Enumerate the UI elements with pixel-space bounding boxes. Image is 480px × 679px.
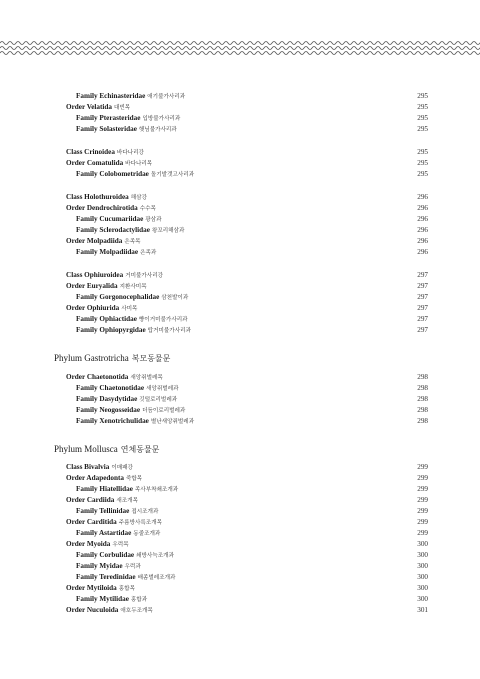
entry-page-number: 298 — [417, 384, 428, 392]
toc-entry-family — [0, 572, 480, 583]
entry-korean-name: 새앙쥐벌레목 — [130, 375, 163, 381]
entry-latin-name: Family Ophiactidae — [76, 315, 137, 323]
entry-korean-name: 별난새앙쥐벌레과 — [150, 419, 195, 425]
entry-page-number: 299 — [417, 496, 428, 504]
entry-latin-name: Family Astartidae — [76, 529, 132, 537]
toc-entry-family — [0, 550, 480, 561]
toc-entry-family — [0, 314, 480, 325]
entry-page-number: 298 — [417, 406, 428, 414]
entry-latin-name: Family Molpadiidae — [76, 248, 139, 256]
entry-latin-name: Family Neogosseidae — [76, 406, 141, 414]
toc-entry-family — [0, 247, 480, 258]
toc-entry-family — [0, 484, 480, 495]
entry-korean-name: 더듬이로리벌레과 — [142, 408, 186, 414]
entry-korean-name: 우럭목 — [112, 542, 129, 548]
entry-title — [76, 247, 156, 259]
entry-page-number: 300 — [417, 562, 428, 570]
entry-korean-name: 입방불가사리과 — [142, 116, 181, 122]
entry-page-number: 296 — [417, 248, 428, 256]
entry-latin-name: Order Dendrochirotida — [66, 204, 138, 212]
entry-latin-name: Family Echinasteridae — [76, 92, 146, 100]
entry-latin-name: Class Holothuroidea — [66, 193, 129, 201]
entry-latin-name: Order Nuculoida — [66, 606, 119, 614]
entry-latin-name: Family Sclerodactylidae — [76, 226, 150, 234]
entry-title — [66, 605, 153, 617]
entry-page-number: 300 — [417, 595, 428, 603]
toc-entry-class — [0, 462, 480, 473]
entry-page-number: 299 — [417, 485, 428, 493]
toc-entry-family — [0, 405, 480, 416]
entry-korean-name: 돌기발갯고사리과 — [150, 172, 195, 178]
entry-korean-name: 삼천발이과 — [161, 295, 189, 301]
entry-korean-name: 새앙쥐벌레과 — [146, 386, 179, 392]
entry-latin-name: Family Mytilidae — [76, 595, 129, 603]
toc-entry-family — [0, 506, 480, 517]
toc-entry-family — [0, 292, 480, 303]
phylum-korean-name: 복모동물문 — [131, 354, 171, 363]
entry-korean-name: 족사부착쇄조개과 — [134, 487, 179, 493]
toc-entry-order — [0, 473, 480, 484]
entry-korean-name: 거미불가사리강 — [125, 273, 164, 279]
entry-page-number: 295 — [417, 170, 428, 178]
entry-latin-name: Order Mytiloida — [66, 584, 117, 592]
entry-korean-name: 대빈목 — [114, 105, 131, 111]
entry-korean-name: 이매패강 — [111, 465, 133, 471]
entry-latin-name: Family Hiatellidae — [76, 485, 133, 493]
toc-entry-order — [0, 281, 480, 292]
entry-korean-name: 탑거미불가사리과 — [147, 328, 191, 334]
toc-entry-order — [0, 605, 480, 616]
entry-latin-name: Order Molpadiida — [66, 237, 123, 245]
entry-korean-name: 은족목 — [124, 239, 141, 245]
entry-latin-name: Family Tellinidae — [76, 507, 130, 515]
entry-korean-name: 동줄조개과 — [133, 531, 161, 537]
toc-entry-order — [0, 102, 480, 113]
entry-latin-name: Order Chaetonotida — [66, 373, 129, 381]
entry-page-number: 295 — [417, 103, 428, 111]
entry-korean-name: 주름방사륵조개목 — [118, 520, 163, 526]
toc-entry-order — [0, 303, 480, 314]
entry-latin-name: Family Chaetonotidae — [76, 384, 145, 392]
entry-page-number: 299 — [417, 474, 428, 482]
toc-entry-order — [0, 236, 480, 247]
entry-page-number: 298 — [417, 373, 428, 381]
toc-entry-order — [0, 539, 480, 550]
entry-page-number: 295 — [417, 125, 428, 133]
entry-korean-name: 우럭과 — [124, 564, 141, 570]
entry-page-number: 296 — [417, 226, 428, 234]
entry-latin-name: Family Cucumariidae — [76, 215, 144, 223]
entry-page-number: 296 — [417, 193, 428, 201]
entry-korean-name: 홍합과 — [130, 597, 148, 603]
entry-page-number: 295 — [417, 114, 428, 122]
entry-page-number: 300 — [417, 540, 428, 548]
entry-latin-name: Order Carditida — [66, 518, 117, 526]
entry-latin-name: Family Corbulidae — [76, 551, 135, 559]
entry-page-number: 296 — [417, 215, 428, 223]
entry-korean-name: 애호두조개목 — [120, 608, 153, 614]
toc-entry-family — [0, 225, 480, 236]
toc-entry-family — [0, 214, 480, 225]
entry-korean-name: 왕꼬리해삼과 — [151, 228, 185, 234]
entry-latin-name: Family Pterasteridae — [76, 114, 141, 122]
entry-title — [76, 416, 194, 428]
entry-page-number: 300 — [417, 573, 428, 581]
entry-latin-name: Order Myoida — [66, 540, 111, 548]
phylum-korean-name: 연체동물문 — [120, 445, 160, 454]
entry-latin-name: Class Ophiuroidea — [66, 271, 124, 279]
entry-korean-name: 빵이거미불가사리과 — [138, 317, 188, 323]
toc-entry-family — [0, 325, 480, 336]
entry-latin-name: Family Ophiopyrgidae — [76, 326, 146, 334]
entry-page-number: 297 — [417, 271, 428, 279]
toc-entry-family — [0, 561, 480, 572]
entry-page-number: 296 — [417, 237, 428, 245]
entry-korean-name: 바다나리목 — [125, 161, 153, 167]
entry-korean-name: 바다나리강 — [116, 150, 144, 156]
toc-entry-order — [0, 203, 480, 214]
phylum-heading — [54, 351, 454, 365]
entry-latin-name: Family Xenotrichulidae — [76, 417, 149, 425]
entry-page-number: 299 — [417, 463, 428, 471]
toc-entry-family — [0, 416, 480, 427]
entry-title — [76, 169, 194, 181]
toc-entry-order — [0, 372, 480, 383]
entry-korean-name: 홍합목 — [118, 586, 135, 592]
toc-entry-family — [0, 124, 480, 135]
entry-latin-name: Family Teredinidae — [76, 573, 136, 581]
toc-entry-order — [0, 517, 480, 528]
entry-latin-name: Order Comatulida — [66, 159, 124, 167]
toc-entry-order — [0, 583, 480, 594]
phylum-latin-name: Phylum Gastrotricha — [54, 353, 129, 363]
entry-korean-name: 은족과 — [140, 250, 157, 256]
entry-page-number: 297 — [417, 282, 428, 290]
entry-page-number: 299 — [417, 507, 428, 515]
entry-page-number: 295 — [417, 148, 428, 156]
toc-entry-family — [0, 528, 480, 539]
entry-latin-name: Order Ophiurida — [66, 304, 120, 312]
entry-page-number: 300 — [417, 551, 428, 559]
entry-korean-name: 사미목 — [121, 306, 138, 312]
entry-korean-name: 햇님불가사리과 — [138, 127, 177, 133]
toc-entry-order — [0, 495, 480, 506]
toc-entry-family — [0, 394, 480, 405]
toc-entry-class — [0, 147, 480, 158]
entry-korean-name: 지환사미목 — [119, 284, 147, 290]
entry-title — [76, 124, 177, 136]
entry-latin-name: Order Cardiida — [66, 496, 115, 504]
toc-entry-family — [0, 383, 480, 394]
entry-korean-name: 수수목 — [139, 206, 156, 212]
entry-korean-name: 깃털로리벌레과 — [139, 397, 178, 403]
phylum-latin-name: Phylum Mollusca — [54, 444, 118, 454]
entry-page-number: 298 — [417, 395, 428, 403]
toc-entry-class — [0, 270, 480, 281]
entry-latin-name: Family Gorgonocephalidae — [76, 293, 160, 301]
entry-latin-name: Order Velatida — [66, 103, 112, 111]
entry-latin-name: Order Adapedonta — [66, 474, 124, 482]
entry-page-number: 301 — [417, 606, 428, 614]
entry-korean-name: 죽합목 — [125, 476, 143, 482]
toc-entry-family — [0, 594, 480, 605]
entry-latin-name: Family Dasydytidae — [76, 395, 138, 403]
entry-korean-name: 광삼과 — [145, 217, 162, 223]
entry-latin-name: Class Bivalvia — [66, 463, 110, 471]
entry-page-number: 298 — [417, 417, 428, 425]
entry-page-number: 295 — [417, 159, 428, 167]
entry-page-number: 295 — [417, 92, 428, 100]
entry-latin-name: Family Solasteridae — [76, 125, 137, 133]
entry-korean-name: 쇄방사늑조개과 — [136, 553, 174, 559]
entry-latin-name: Family Colobometridae — [76, 170, 149, 178]
toc-entry-family — [0, 113, 480, 124]
entry-latin-name: Family Myidae — [76, 562, 123, 570]
entry-page-number: 297 — [417, 293, 428, 301]
entry-korean-name: 새조개목 — [116, 498, 139, 504]
entry-page-number: 299 — [417, 529, 428, 537]
entry-title — [76, 325, 191, 337]
entry-latin-name: Class Crinoidea — [66, 148, 115, 156]
entry-latin-name: Order Euryalida — [66, 282, 118, 290]
entry-korean-name: 배좀벌레조개과 — [137, 575, 176, 581]
entry-korean-name: 해삼강 — [130, 195, 147, 201]
entry-page-number: 297 — [417, 326, 428, 334]
entry-page-number: 297 — [417, 304, 428, 312]
entry-korean-name: 애기불가사리과 — [147, 94, 186, 100]
entry-page-number: 296 — [417, 204, 428, 212]
toc-entry-family — [0, 91, 480, 102]
entry-korean-name: 접시조개과 — [131, 509, 159, 515]
entry-page-number: 300 — [417, 584, 428, 592]
toc-entry-family — [0, 169, 480, 180]
phylum-heading — [54, 442, 454, 456]
entry-page-number: 299 — [417, 518, 428, 526]
toc-entry-order — [0, 158, 480, 169]
toc-entry-class — [0, 192, 480, 203]
entry-page-number: 297 — [417, 315, 428, 323]
